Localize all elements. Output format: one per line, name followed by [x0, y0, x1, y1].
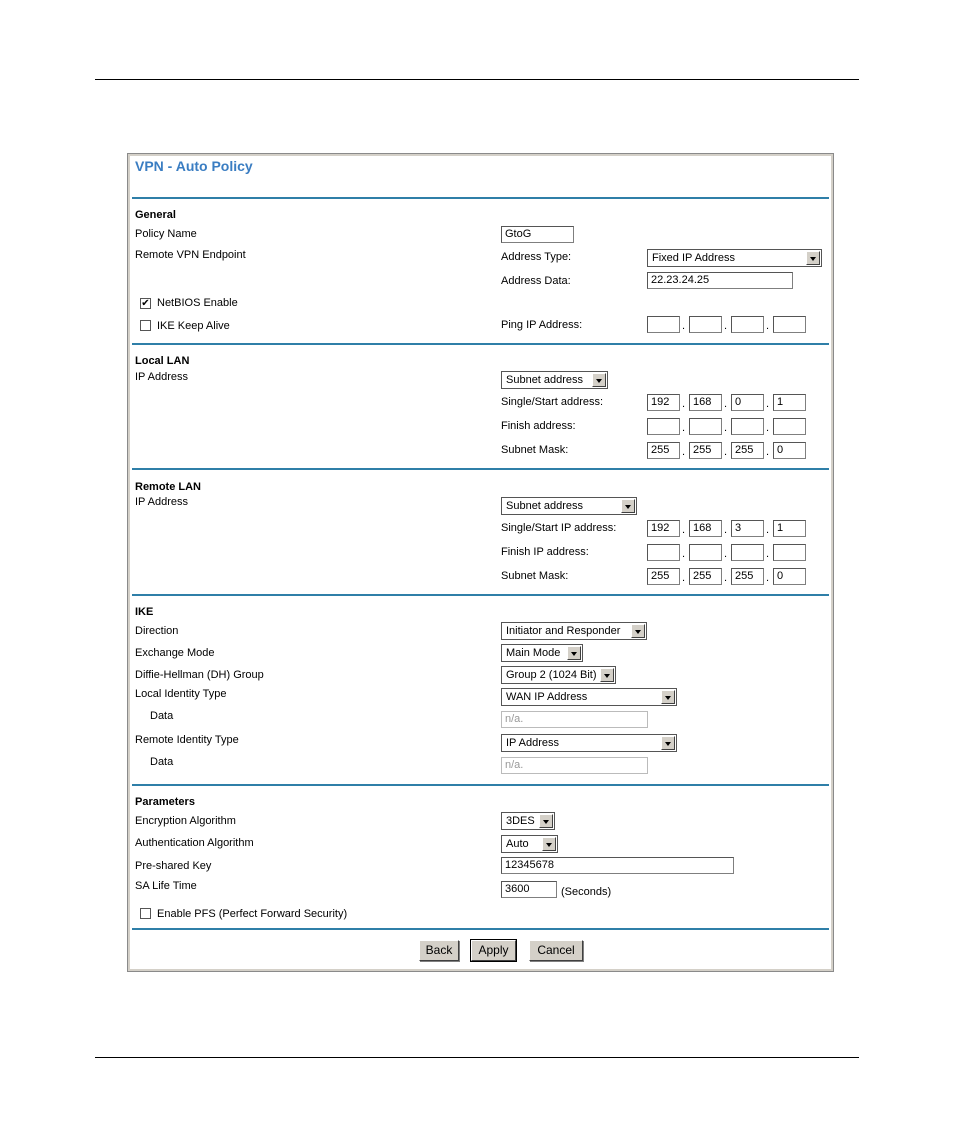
dh-group-label: Diffie-Hellman (DH) Group [135, 669, 264, 681]
ip-octet-input[interactable]: 255 [689, 568, 722, 585]
ip-octet-input[interactable]: 168 [689, 394, 722, 411]
local-identity-type-value: WAN IP Address [506, 691, 588, 703]
ip-dot: . [682, 320, 686, 332]
netbios-enable-checkbox[interactable]: ✔ [141, 298, 150, 309]
ip-octet-input[interactable]: 0 [773, 568, 806, 585]
ike-keep-alive-checkbox[interactable] [140, 320, 151, 331]
ip-octet-input[interactable]: 1 [773, 520, 806, 537]
ike-keep-alive-label: IKE Keep Alive [157, 320, 230, 332]
section-remote-lan-heading: Remote LAN [135, 481, 202, 493]
remote-mask-label: Subnet Mask: [501, 570, 569, 582]
section-ike-heading: IKE [135, 606, 154, 618]
local-identity-type-select[interactable] [501, 688, 677, 706]
apply-button[interactable]: Apply [471, 940, 516, 961]
ip-octet-input[interactable] [647, 544, 680, 561]
vpn-auto-policy-window [127, 153, 834, 972]
local-data-label: Data [150, 710, 174, 722]
ip-octet-input[interactable] [731, 418, 764, 435]
enable-pfs-label: Enable PFS (Perfect Forward Security) [157, 908, 348, 920]
remote-start-label: Single/Start IP address: [501, 522, 617, 534]
ip-octet-input[interactable]: 255 [689, 442, 722, 459]
ip-dot: . [682, 422, 686, 434]
local-start-label: Single/Start address: [501, 396, 604, 408]
address-type-select[interactable] [647, 249, 822, 267]
divider [132, 343, 829, 345]
chevron-down-icon [806, 251, 820, 265]
local-ip-address-label: IP Address [135, 371, 188, 383]
chevron-down-icon [600, 668, 614, 682]
local-data-input[interactable]: n/a. [501, 711, 648, 728]
remote-finish-label: Finish IP address: [501, 546, 589, 558]
ip-dot: . [682, 548, 686, 560]
remote-data-label: Data [150, 756, 174, 768]
ip-octet-input[interactable]: 192 [647, 520, 680, 537]
ip-dot: . [682, 572, 686, 584]
policy-name-label: Policy Name [135, 228, 197, 240]
address-type-label: Address Type: [501, 251, 572, 263]
encryption-algorithm-label: Encryption Algorithm [135, 815, 236, 827]
local-ip-type-select[interactable] [501, 371, 608, 389]
ip-octet-input[interactable] [689, 316, 722, 333]
chevron-down-icon [567, 646, 581, 660]
chevron-down-icon [592, 373, 606, 387]
exchange-mode-select[interactable] [501, 644, 583, 662]
local-ip-type-value: Subnet address [506, 374, 584, 386]
top-rule [95, 79, 859, 80]
chevron-down-icon [661, 690, 675, 704]
ip-dot: . [766, 320, 770, 332]
exchange-mode-label: Exchange Mode [135, 647, 215, 659]
ip-dot: . [724, 548, 728, 560]
section-general-heading: General [135, 209, 176, 221]
remote-identity-type-value: IP Address [506, 737, 559, 749]
chevron-down-icon [542, 837, 556, 851]
ip-dot: . [766, 572, 770, 584]
dh-group-select[interactable] [501, 666, 616, 684]
ip-dot: . [682, 398, 686, 410]
ip-octet-input[interactable]: 255 [731, 442, 764, 459]
ip-dot: . [766, 398, 770, 410]
sa-life-time-label: SA Life Time [135, 880, 197, 892]
ip-octet-input[interactable] [647, 418, 680, 435]
ip-octet-input[interactable]: 0 [731, 394, 764, 411]
chevron-down-icon [539, 814, 553, 828]
ip-octet-input[interactable] [647, 316, 680, 333]
ip-octet-input[interactable] [689, 418, 722, 435]
divider [132, 928, 829, 930]
encryption-algorithm-value: 3DES [506, 815, 535, 827]
ip-octet-input[interactable]: 192 [647, 394, 680, 411]
direction-label: Direction [135, 625, 179, 637]
divider [132, 784, 829, 786]
ip-octet-input[interactable] [731, 316, 764, 333]
ip-octet-input[interactable] [773, 418, 806, 435]
ip-octet-input[interactable]: 255 [731, 568, 764, 585]
local-finish-label: Finish address: [501, 420, 576, 432]
direction-select[interactable] [501, 622, 647, 640]
ip-octet-input[interactable] [773, 316, 806, 333]
remote-vpn-endpoint-label: Remote VPN Endpoint [135, 249, 246, 261]
ip-octet-input[interactable]: 3 [731, 520, 764, 537]
remote-identity-type-label: Remote Identity Type [135, 734, 239, 746]
local-identity-type-label: Local Identity Type [135, 688, 227, 700]
exchange-mode-value: Main Mode [506, 647, 561, 659]
ip-dot: . [724, 320, 728, 332]
authentication-algorithm-value: Auto [506, 838, 529, 850]
pre-shared-key-label: Pre-shared Key [135, 860, 212, 872]
ip-dot: . [724, 446, 728, 458]
local-mask-label: Subnet Mask: [501, 444, 569, 456]
ip-octet-input[interactable] [773, 544, 806, 561]
authentication-algorithm-label: Authentication Algorithm [135, 837, 254, 849]
ip-octet-input[interactable] [731, 544, 764, 561]
remote-identity-type-select[interactable] [501, 734, 677, 752]
bottom-rule [95, 1057, 859, 1058]
dh-group-value: Group 2 (1024 Bit) [506, 669, 597, 681]
ip-octet-input[interactable]: 1 [773, 394, 806, 411]
back-button[interactable]: Back [419, 940, 459, 961]
remote-data-input[interactable]: n/a. [501, 757, 648, 774]
ping-ip-label: Ping IP Address: [501, 319, 583, 331]
ip-dot: . [724, 422, 728, 434]
ip-dot: . [724, 398, 728, 410]
ip-dot: . [766, 422, 770, 434]
encryption-algorithm-select[interactable] [501, 812, 555, 830]
address-type-value: Fixed IP Address [652, 252, 735, 264]
remote-ip-address-label: IP Address [135, 496, 188, 508]
divider [132, 197, 829, 199]
chevron-down-icon [631, 624, 645, 638]
pre-shared-key-input[interactable]: 12345678 [501, 857, 734, 874]
ip-octet-input[interactable] [689, 544, 722, 561]
section-parameters-heading: Parameters [135, 796, 195, 808]
divider [132, 468, 829, 470]
direction-value: Initiator and Responder [506, 625, 621, 637]
ip-dot: . [766, 446, 770, 458]
netbios-enable-label: NetBIOS Enable [157, 297, 238, 309]
ip-dot: . [766, 548, 770, 560]
ip-dot: . [724, 572, 728, 584]
remote-ip-type-value: Subnet address [506, 500, 584, 512]
ip-dot: . [766, 524, 770, 536]
ip-octet-input[interactable]: 0 [773, 442, 806, 459]
remote-ip-type-select[interactable] [501, 497, 637, 515]
address-data-input[interactable]: 22.23.24.25 [647, 272, 793, 289]
page-title: VPN - Auto Policy [135, 158, 253, 174]
chevron-down-icon [621, 499, 635, 513]
ip-dot: . [724, 524, 728, 536]
ip-octet-input[interactable]: 255 [647, 442, 680, 459]
ip-octet-input[interactable]: 168 [689, 520, 722, 537]
authentication-algorithm-select[interactable] [501, 835, 558, 853]
sa-life-time-unit: (Seconds) [561, 886, 612, 898]
ip-octet-input[interactable]: 255 [647, 568, 680, 585]
ip-dot: . [682, 524, 686, 536]
divider [132, 594, 829, 596]
ip-dot: . [682, 446, 686, 458]
sa-life-time-input[interactable]: 3600 [501, 881, 557, 898]
cancel-button[interactable]: Cancel [529, 940, 583, 961]
section-local-lan-heading: Local LAN [135, 355, 190, 367]
policy-name-input[interactable]: GtoG [501, 226, 574, 243]
chevron-down-icon [661, 736, 675, 750]
enable-pfs-checkbox[interactable] [140, 908, 151, 919]
address-data-label: Address Data: [501, 275, 571, 287]
